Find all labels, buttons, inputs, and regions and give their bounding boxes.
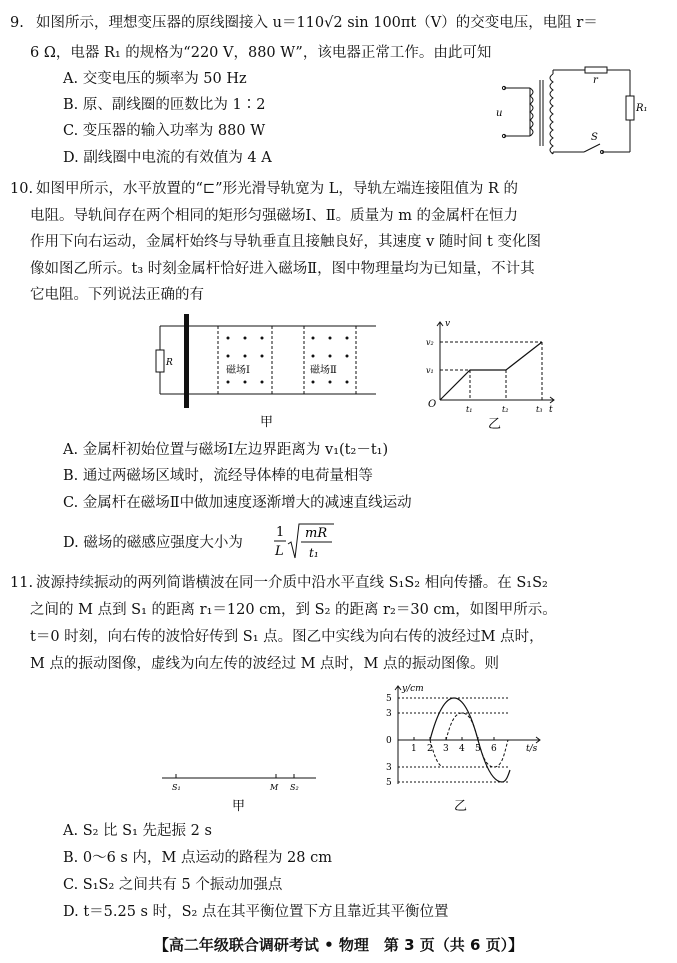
- q10-fig-a-caption: 甲: [260, 415, 274, 430]
- q11-fig-a-s2-label: S₂: [290, 783, 299, 792]
- q9-option-c: C. 变压器的输入功率为 880 W: [63, 123, 266, 139]
- q11-fig-b-y-tick-neg-5: 5: [386, 778, 392, 788]
- q10-figure-b-vt-graph: [420, 312, 560, 432]
- q9-fig-label-u: u: [496, 108, 503, 119]
- q9-fig-label-s: S: [591, 132, 598, 143]
- q11-stem-line-3: t＝0 时刻，向右传的波恰好传到 S₁ 点。图乙中实线为向右传的波经过M 点时，: [30, 629, 544, 645]
- q9-option-d: D. 副线圈中电流的有效值为 4 A: [63, 150, 272, 166]
- q9-transformer-circuit: [490, 66, 650, 166]
- q10-fig-b-v2-label: v₂: [426, 338, 434, 347]
- q11-fig-b-y-tick-0: 0: [386, 736, 392, 746]
- q11-figure-b-vibration-graph: [378, 680, 548, 816]
- q10-stem-line-2: 电阻。导轨间存在两个相同的矩形匀强磁场Ⅰ、Ⅱ。质量为 m 的金属杆在恒力: [30, 208, 519, 224]
- q10-stem-line-1: 如图甲所示，水平放置的“⊏”形光滑导轨宽为 L，导轨左端连接阻值为 R 的: [36, 181, 518, 197]
- q10-fig-b-t2-label: t₂: [502, 405, 509, 414]
- q10-fig-b-v1-label: v₁: [426, 366, 434, 375]
- q11-number: 11.: [10, 575, 34, 591]
- q10-fig-a-resistor-label: R: [166, 358, 173, 368]
- q10-option-b: B. 通过两磁场区域时，流经导体棒的电荷量相等: [63, 468, 373, 484]
- q11-fig-b-x-tick-3: 3: [443, 744, 449, 754]
- q11-fig-a-caption: 甲: [232, 799, 246, 814]
- q9-option-a: A. 交变电压的频率为 50 Hz: [63, 71, 247, 87]
- q9-stem-line-2: 6 Ω，电器 R₁ 的规格为“220 V，880 W”，该电器正常工作。由此可知: [30, 45, 492, 61]
- q10-stem-line-4: 像如图乙所示。t₃ 时刻金属杆恰好进入磁场Ⅱ，图中物理量均为已知量，不计其: [30, 261, 535, 277]
- q10-fig-a-field-1-label: 磁场Ⅰ: [226, 365, 250, 376]
- q10-formula-denominator: L: [275, 544, 284, 559]
- q9-fig-label-r: r: [593, 75, 598, 86]
- q11-fig-b-x-tick-1: 1: [411, 744, 417, 754]
- q11-option-c: C. S₁S₂ 之间共有 5 个振动加强点: [63, 877, 283, 893]
- q10-stem-line-3: 作用下向右运动，金属杆始终与导轨垂直且接触良好，其速度 v 随时间 t 变化图: [30, 234, 541, 250]
- q9-number: 9.: [10, 15, 24, 31]
- q11-option-a: A. S₂ 比 S₁ 先起振 2 s: [63, 823, 212, 839]
- q11-fig-b-x-tick-4: 4: [459, 744, 465, 754]
- q10-formula-numerator: 1: [276, 525, 285, 540]
- q10-stem-line-5: 它电阻。下列说法正确的有: [30, 287, 204, 303]
- q11-fig-b-y-tick-neg-3: 3: [386, 763, 392, 773]
- q11-fig-b-y-axis-label: y/cm: [402, 684, 424, 694]
- q10-formula-radical-numerator: mR: [305, 526, 328, 541]
- q10-fig-b-origin-label: O: [428, 399, 437, 410]
- q10-option-c: C. 金属杆在磁场Ⅱ中做加速度逐渐增大的减速直线运动: [63, 495, 412, 511]
- q11-stem-line-4: M 点的振动图像，虚线为向左传的波经过 M 点时，M 点的振动图像。则: [30, 656, 499, 672]
- q10-fig-a-field-2-label: 磁场Ⅱ: [310, 365, 337, 376]
- q11-fig-b-x-tick-2: 2: [427, 744, 433, 754]
- q11-fig-b-y-tick-3: 3: [386, 709, 392, 719]
- q9-option-b: B. 原、副线圈的匝数比为 1∶2: [63, 97, 266, 113]
- q11-stem-line-1: 波源持续振动的两列简谐横波在同一介质中沿水平直线 S₁S₂ 相向传播。在 S₁S₂: [36, 575, 548, 591]
- q10-fig-b-v-axis-label: v: [445, 319, 451, 329]
- q10-fig-b-caption: 乙: [488, 417, 502, 432]
- q10-number: 10.: [10, 181, 34, 197]
- q11-fig-b-caption: 乙: [454, 799, 468, 814]
- q11-fig-b-x-tick-5: 5: [475, 744, 481, 754]
- q10-fig-b-t1-label: t₁: [466, 405, 473, 414]
- q11-option-d: D. t＝5.25 s 时，S₂ 点在其平衡位置下方且靠近其平衡位置: [63, 904, 449, 920]
- q11-fig-b-x-tick-6: 6: [491, 744, 497, 754]
- q10-option-a: A. 金属杆初始位置与磁场Ⅰ左边界距离为 v₁(t₂－t₁): [63, 442, 389, 458]
- q10-formula-radical-denominator: t₁: [309, 546, 319, 560]
- q9-fig-label-r1: R₁: [636, 103, 648, 114]
- q10-option-d-formula: [272, 520, 336, 564]
- page-footer: 【高二年级联合调研考试 • 物理 第 3 页（共 6 页）】: [153, 936, 524, 954]
- q11-fig-a-s1-label: S₁: [172, 783, 181, 792]
- q11-figure-a-line: [160, 768, 320, 816]
- q9-stem-line-1: 如图所示，理想变压器的原线圈接入 u＝110√2 sin 100πt（V）的交变电压，电阻 r＝: [36, 15, 598, 31]
- q11-stem-line-2: 之间的 M 点到 S₁ 的距离 r₁＝120 cm，到 S₂ 的距离 r₂＝30 cm，如图甲所示。: [30, 602, 557, 618]
- q10-fig-b-t3-label: t₃: [536, 405, 543, 414]
- q11-fig-b-t-axis-label: t/s: [526, 744, 538, 754]
- q11-fig-b-y-tick-5: 5: [386, 694, 392, 704]
- q10-fig-b-t-axis-label: t: [549, 405, 553, 415]
- q10-figure-a-rails: [148, 312, 380, 430]
- q11-option-b: B. 0～6 s 内，M 点运动的路程为 28 cm: [63, 850, 332, 866]
- q11-fig-a-m-label: M: [270, 783, 279, 792]
- q10-option-d: D. 磁场的磁感应强度大小为: [63, 535, 243, 551]
